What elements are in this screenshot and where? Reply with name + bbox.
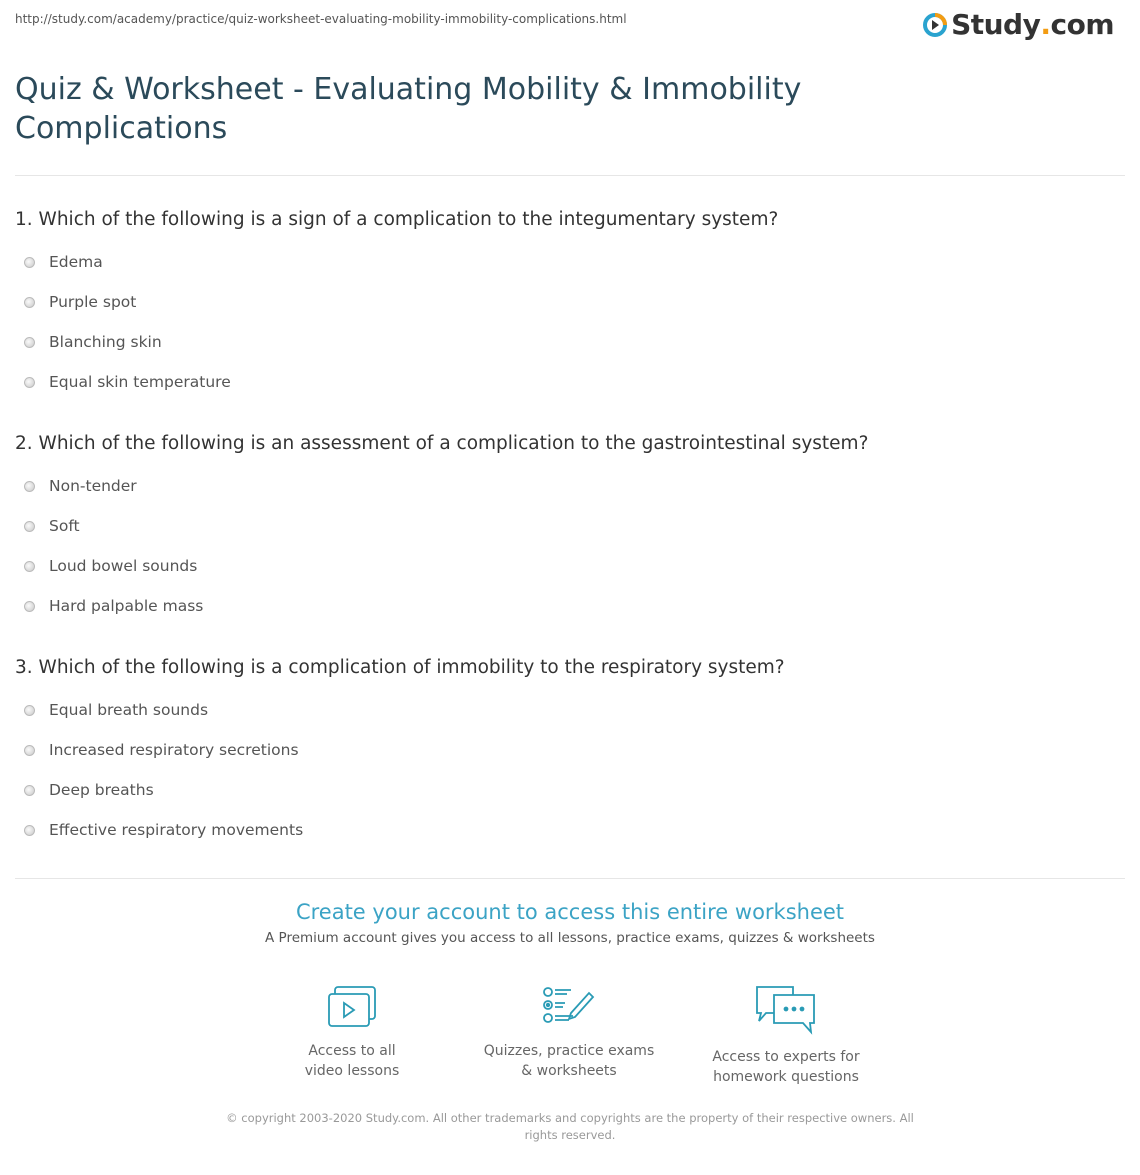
logo-dot: .: [1040, 8, 1051, 41]
option-label: Equal skin temperature: [49, 373, 231, 391]
radio-button[interactable]: [24, 257, 35, 268]
radio-button[interactable]: [24, 337, 35, 348]
cta-subtitle: A Premium account gives you access to all lessons, practice exams, quizzes & worksheets: [265, 930, 875, 946]
question-text: 2. Which of the following is an assessment of a complication to the gastrointestinal system?: [15, 433, 869, 454]
page-title: Quiz & Worksheet - Evaluating Mobility & Immobility Complications: [15, 72, 802, 146]
feature-label: Access to all: [308, 1043, 396, 1059]
question-2: [15, 433, 868, 626]
answer-option[interactable]: [15, 730, 785, 770]
option-label: Blanching skin: [49, 333, 162, 351]
answer-option[interactable]: [15, 362, 778, 402]
radio-button[interactable]: [24, 745, 35, 756]
answer-option[interactable]: [15, 546, 868, 586]
divider: [15, 878, 1125, 879]
question-3: [15, 657, 785, 850]
option-label: Effective respiratory movements: [49, 821, 304, 839]
answer-option[interactable]: [15, 690, 785, 730]
answer-option[interactable]: [15, 810, 785, 850]
play-logo-icon: [922, 12, 948, 38]
feature-label: & worksheets: [521, 1063, 617, 1079]
answer-option[interactable]: [15, 466, 868, 506]
radio-button[interactable]: [24, 825, 35, 836]
feature-quizzes: [469, 985, 669, 1081]
option-label: Edema: [49, 253, 103, 271]
question-text: 3. Which of the following is a complication of immobility to the respiratory system?: [15, 657, 785, 678]
feature-label: homework questions: [713, 1069, 859, 1085]
radio-button[interactable]: [24, 481, 35, 492]
radio-button[interactable]: [24, 521, 35, 532]
answer-option[interactable]: [15, 770, 785, 810]
answer-option[interactable]: [15, 586, 868, 626]
feature-label: Access to experts for: [712, 1049, 860, 1065]
answer-option[interactable]: [15, 282, 778, 322]
answer-option[interactable]: [15, 322, 778, 362]
page-url: http://study.com/academy/practice/quiz-worksheet-evaluating-mobility-immobility-complications.html: [15, 12, 627, 26]
option-label: Equal breath sounds: [49, 701, 209, 719]
radio-button[interactable]: [24, 297, 35, 308]
feature-experts: [686, 985, 886, 1087]
divider: [15, 175, 1125, 176]
chat-experts-icon: [754, 985, 818, 1035]
question-text: 1. Which of the following is a sign of a complication to the integumentary system?: [15, 209, 779, 230]
study-logo[interactable]: [922, 8, 1114, 41]
option-label: Purple spot: [49, 293, 137, 311]
cta-title-link[interactable]: Create your account to access this entire worksheet: [295, 900, 845, 924]
radio-button[interactable]: [24, 705, 35, 716]
option-label: Non-tender: [49, 477, 137, 495]
option-label: Increased respiratory secretions: [49, 741, 299, 759]
option-label: Soft: [49, 517, 80, 535]
option-label: Deep breaths: [49, 781, 154, 799]
video-lessons-icon: [327, 985, 377, 1029]
signup-cta: [0, 900, 1140, 946]
feature-label: video lessons: [304, 1063, 400, 1079]
answer-option[interactable]: [15, 242, 778, 282]
option-label: Hard palpable mass: [49, 597, 204, 615]
quiz-worksheet-icon: [541, 985, 597, 1029]
answer-option[interactable]: [15, 506, 868, 546]
radio-button[interactable]: [24, 785, 35, 796]
feature-label: Quizzes, practice exams: [483, 1043, 655, 1059]
logo-suffix: com: [1050, 8, 1114, 41]
radio-button[interactable]: [24, 561, 35, 572]
option-label: Loud bowel sounds: [49, 557, 198, 575]
logo-text: Study: [951, 8, 1041, 41]
radio-button[interactable]: [24, 601, 35, 612]
copyright: © copyright 2003-2020 Study.com. All other trademarks and copyrights are the property of their respective owners. All rights reserved.: [226, 1111, 914, 1142]
question-1: [15, 209, 778, 402]
radio-button[interactable]: [24, 377, 35, 388]
feature-video-lessons: [252, 985, 452, 1081]
